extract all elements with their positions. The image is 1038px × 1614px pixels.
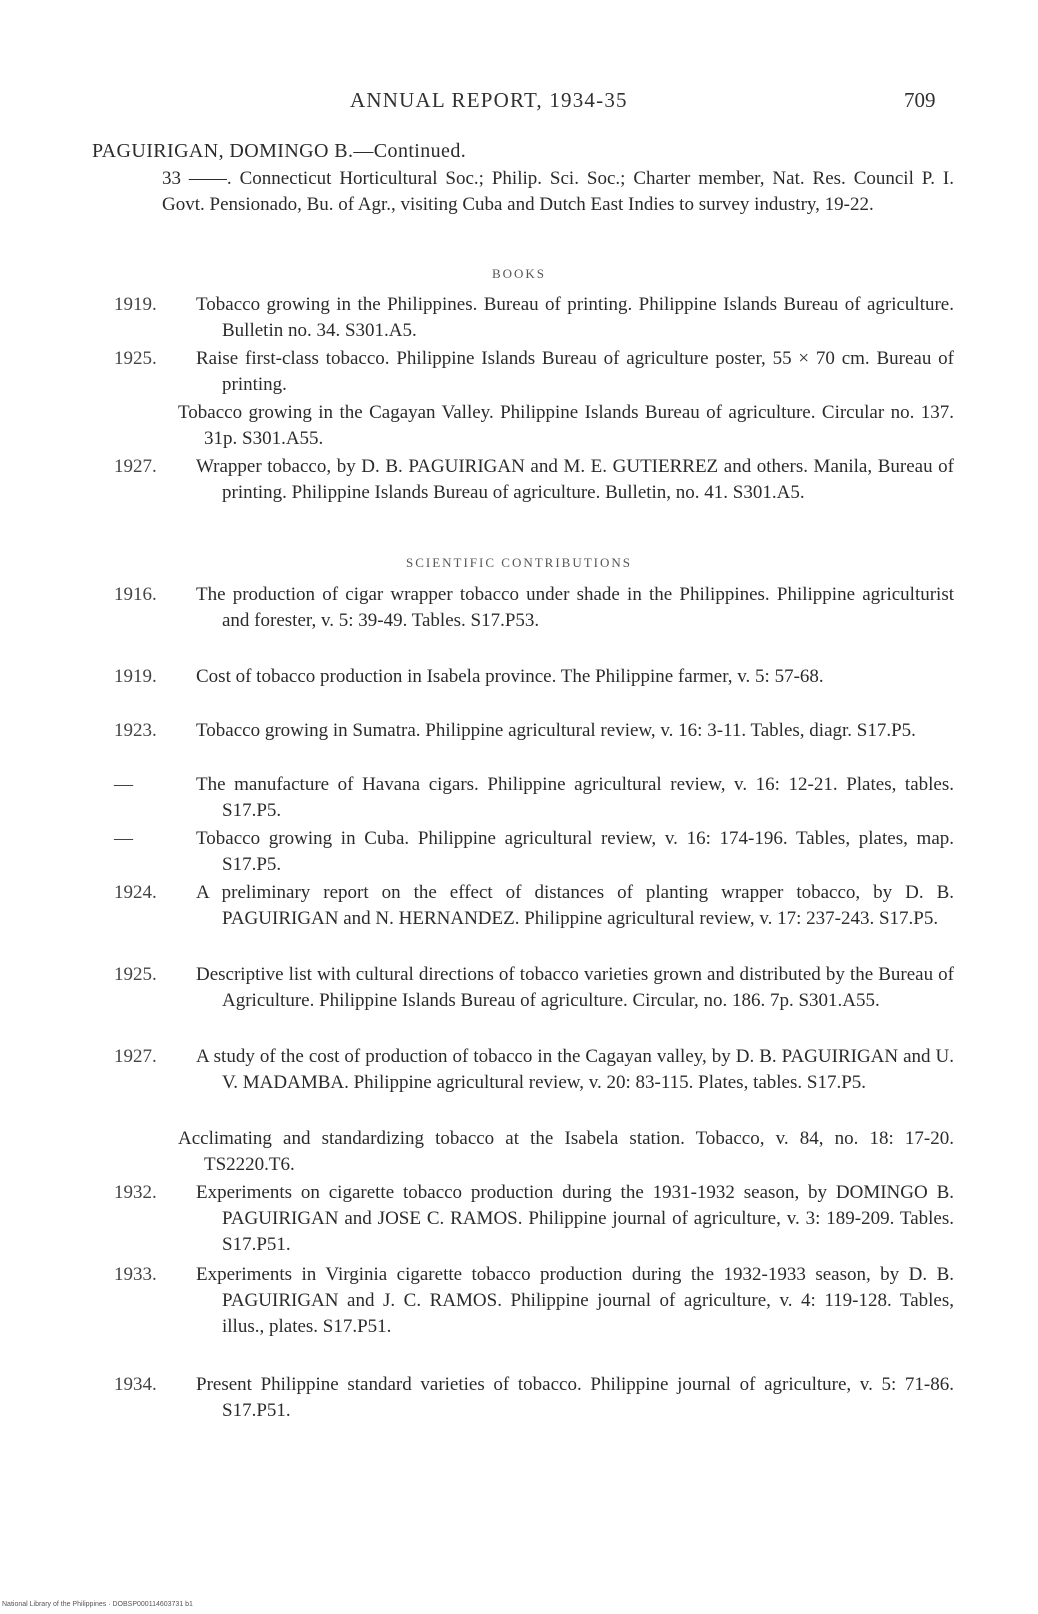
entry-text: Experiments on cigarette tobacco production during the 1931-1932 season, by DOMINGO B. PAGUIRIGAN and JOSE C. RAMOS. Philippine journal of agriculture, v. 3: 189-209. Tables. S17.P51. [196,1182,954,1255]
contribution-entry [114,718,954,744]
book-entry [114,346,954,398]
entry-year: 1919. [114,294,157,315]
section-heading-scientific: SCIENTIFIC CONTRIBUTIONS [405,555,633,570]
book-entry [114,400,954,452]
entry-year: 1925. [114,964,157,985]
entry-text: Descriptive list with cultural directions of tobacco varieties grown and distributed by the Bureau of Agriculture. Philippine Islands Bureau of agriculture. Circular, no. 186. 7p. S301.A55. [196,964,954,1011]
entry-text: The manufacture of Havana cigars. Philippine agricultural review, v. 16: 12-21. Plates, tables. S17.P5. [196,774,954,821]
author-heading: PAGUIRIGAN, DOMINGO B.—Continued. [92,140,467,162]
entry-text: The production of cigar wrapper tobacco under shade in the Philippines. Philippine agriculturist and forester, v. 5: 39-49. Tables. S17.P53. [196,584,954,631]
author-biography: 33 ——. Connecticut Horticultural Soc.; Philip. Sci. Soc.; Charter member, Nat. Res. Council P. I. Govt. Pensionado, Bu. of Agr., visiting Cuba and Dutch East Indies to survey industry, 19-22. [162,168,954,215]
entry-text: Tobacco growing in Sumatra. Philippine agricultural review, v. 16: 3-11. Tables, diagr. S17.P5. [196,720,916,741]
entry-text: Acclimating and standardizing tobacco at the Isabela station. Tobacco, v. 84, no. 18: 17-20. TS2220.T6. [178,1128,954,1175]
contribution-entry [114,1126,954,1178]
entry-year: 1927. [114,1046,157,1067]
entry-year: 1925. [114,348,157,369]
entry-year: 1923. [114,720,157,741]
contribution-entry [114,962,954,1014]
contribution-entry [114,664,954,690]
contribution-entry [114,826,954,878]
contribution-entry [114,1372,954,1424]
scan-footer-note: National Library of the Philippines · DOBSP000114603731 b1 [2,1601,193,1608]
entry-year: 1927. [114,456,157,477]
entry-text: Raise first-class tobacco. Philippine Islands Bureau of agriculture poster, 55 × 70 cm. Bureau of printing. [196,348,954,395]
contribution-entry [114,880,954,932]
entry-text: Cost of tobacco production in Isabela province. The Philippine farmer, v. 5: 57-68. [196,666,824,687]
running-header: ANNUAL REPORT, 1934-35 [350,88,628,112]
entry-year: — [114,828,133,849]
page-number: 709 [904,88,936,112]
entry-text: Present Philippine standard varieties of tobacco. Philippine journal of agriculture, v. 5: 71-86. S17.P51. [196,1374,954,1421]
book-entry [114,454,954,506]
entry-text: Tobacco growing in Cuba. Philippine agricultural review, v. 16: 174-196. Tables, plates, map. S17.P5. [196,828,954,875]
entry-year: — [114,774,133,795]
contribution-entry [114,1262,954,1340]
entry-year: 1924. [114,882,157,903]
contribution-entry [114,582,954,634]
entry-year: 1916. [114,584,157,605]
contribution-entry [114,1180,954,1258]
entry-text: A preliminary report on the effect of distances of planting wrapper tobacco, by D. B. PAGUIRIGAN and N. HERNANDEZ. Philippine agricultural review, v. 17: 237-243. S17.P5. [196,882,954,929]
entry-year: 1933. [114,1264,157,1285]
entry-year: 1934. [114,1374,157,1395]
contribution-entry [114,772,954,824]
entry-year: 1919. [114,666,157,687]
entry-text: Experiments in Virginia cigarette tobacco production during the 1932-1933 season, by D. B. PAGUIRIGAN and J. C. RAMOS. Philippine journal of agriculture, v. 4: 119-128. Tables, illus., plates. S17.P51. [196,1264,954,1337]
section-heading-books: BOOKS [491,266,547,281]
contribution-entry [114,1044,954,1096]
entry-text: Tobacco growing in the Philippines. Bureau of printing. Philippine Islands Bureau of agriculture. Bulletin no. 34. S301.A5. [196,294,954,341]
entry-year: 1932. [114,1182,157,1203]
entry-text: Tobacco growing in the Cagayan Valley. Philippine Islands Bureau of agriculture. Circular no. 137. 31p. S301.A55. [178,402,954,449]
entry-text: Wrapper tobacco, by D. B. PAGUIRIGAN and M. E. GUTIERREZ and others. Manila, Bureau of printing. Philippine Islands Bureau of agriculture. Bulletin, no. 41. S301.A5. [196,456,954,503]
book-entry [114,292,954,344]
entry-text: A study of the cost of production of tobacco in the Cagayan valley, by D. B. PAGUIRIGAN and U. V. MADAMBA. Philippine agricultural review, v. 20: 83-115. Plates, tables. S17.P5. [196,1046,954,1093]
